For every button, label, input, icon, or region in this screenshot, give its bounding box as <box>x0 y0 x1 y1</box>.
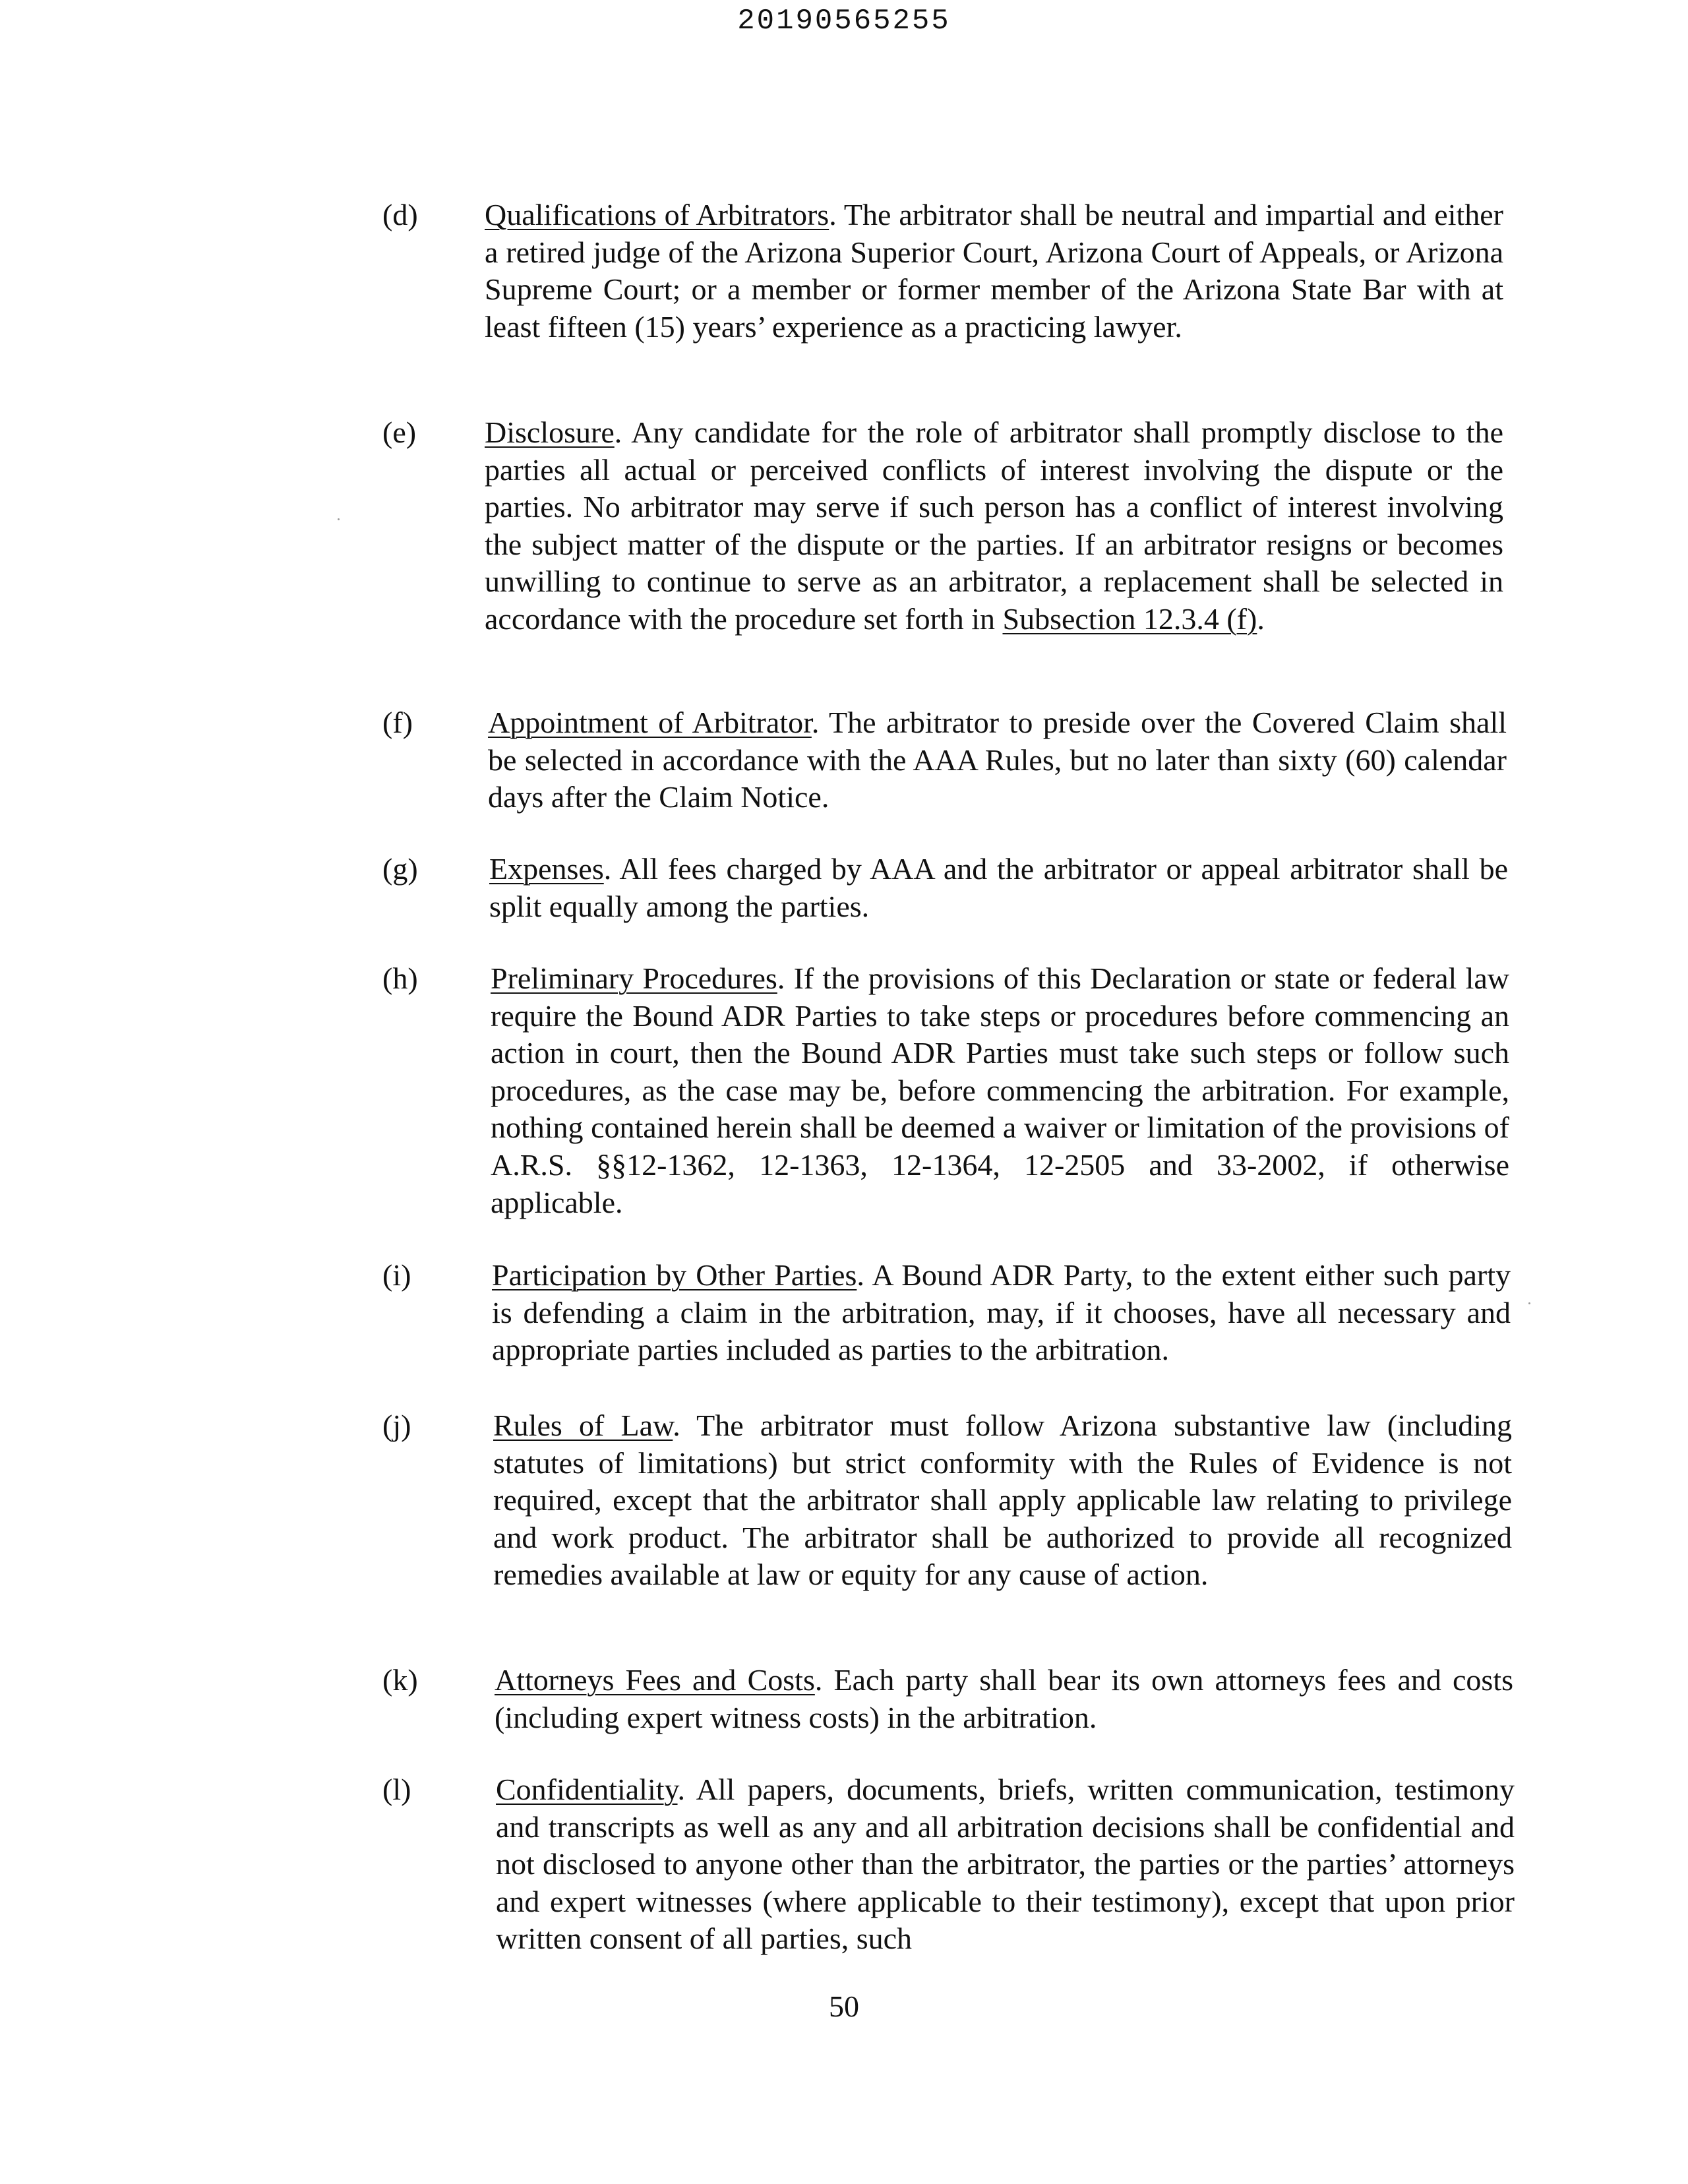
section-body <box>491 960 1509 1221</box>
section-text: . If the provisions of this Declaration or state or federal law require the Bound ADR Parties to take steps or procedures before commencing an action in court, then the Bound ADR Parties must take such steps or follow such procedures, as the case may be, before commencing the arbitration. For example, nothing contained herein shall be deemed a waiver or limitation of the provisions of A.R.S. §§12-1362, 12-1363, 12-1364, 12-2505 and 33-2002, if otherwise applicable. <box>491 961 1509 1219</box>
section-body <box>488 704 1507 816</box>
section-marker: (l) <box>382 1773 411 1806</box>
section-body <box>492 1257 1511 1369</box>
section-heading: Confidentiality <box>496 1773 678 1806</box>
section-heading: Disclosure <box>485 415 615 449</box>
section-body <box>485 414 1503 638</box>
section-heading: Expenses <box>489 852 604 886</box>
section-marker: (e) <box>382 415 417 449</box>
scan-speck <box>1528 1302 1530 1304</box>
page-number: 50 <box>829 1989 859 2023</box>
subsection-reference: Subsection 12.3.4 (f) <box>1002 601 1257 636</box>
section-text: . The arbitrator to preside over the Covered Claim shall be selected in accordance with the AAA Rules, but no later than sixty (60) calendar days after the Claim Notice. <box>488 706 1507 814</box>
section-marker: (j) <box>382 1409 411 1442</box>
section-text: . Any candidate for the role of arbitrator shall promptly disclose to the parties all actual or perceived conflicts of interest involving the dispute or the parties. No arbitrator may serve if such person has a conflict of interest involving the subject matter of the dispute or the parties. If an arbitrator resigns or becomes unwilling to continue to serve as an arbitrator, a replacement shall be selected in accordance with the procedure set forth in <box>485 415 1503 636</box>
section-heading: Participation by Other Parties <box>492 1258 857 1292</box>
scan-speck <box>338 518 340 520</box>
section-heading: Qualifications of Arbitrators <box>485 198 829 231</box>
document-number: 20190565255 <box>737 5 951 38</box>
section-body <box>489 851 1508 925</box>
section-text: . All fees charged by AAA and the arbitrator or appeal arbitrator shall be split equally among the parties. <box>489 852 1508 923</box>
section-heading: Attorneys Fees and Costs <box>495 1663 815 1697</box>
section-marker: (d) <box>382 198 418 231</box>
section-body <box>493 1407 1512 1594</box>
section-body <box>495 1662 1513 1736</box>
section-text: . The arbitrator shall be neutral and impartial and either a retired judge of the Arizona Superior Court, Arizona Court of Appeals, or Arizona Supreme Court; or a member or former member of the Arizona State Bar with at least fifteen (15) years’ experience as a practicing lawyer. <box>485 198 1503 344</box>
section-text: . The arbitrator must follow Arizona substantive law (including statutes of limitations) but strict conformity with the Rules of Evidence is not required, except that the arbitrator shall apply applicable law relating to privilege and work product. The arbitrator shall be authorized to provide all recognized remedies available at law or equity for any cause of action. <box>493 1409 1512 1592</box>
section-heading: Appointment of Arbitrator <box>488 706 812 739</box>
section-marker: (h) <box>382 961 418 995</box>
section-heading: Rules of Law <box>493 1409 673 1442</box>
section-marker: (k) <box>382 1663 418 1697</box>
section-marker: (f) <box>382 706 413 739</box>
section-body <box>496 1771 1515 1958</box>
section-marker: (i) <box>382 1258 411 1292</box>
section-body <box>485 197 1503 346</box>
section-text: . All papers, documents, briefs, written communication, testimony and transcripts as well as any and all arbitration decisions shall be confidential and not disclosed to anyone other than the arbitrator, the parties or the parties’ attorneys and expert witnesses (where applicable to their testimony), except that upon prior written consent of all parties, such <box>496 1773 1515 1956</box>
section-text: . A Bound ADR Party, to the extent either such party is defending a claim in the arbitration, may, if it chooses, have all necessary and appropriate parties included as parties to the arbitration. <box>492 1258 1511 1367</box>
section-text: . Each party shall bear its own attorneys fees and costs (including expert witness costs) in the arbitration. <box>495 1663 1513 1734</box>
section-marker: (g) <box>382 852 418 886</box>
section-heading: Preliminary Procedures <box>491 961 777 995</box>
section-text-end: . <box>1257 601 1265 636</box>
